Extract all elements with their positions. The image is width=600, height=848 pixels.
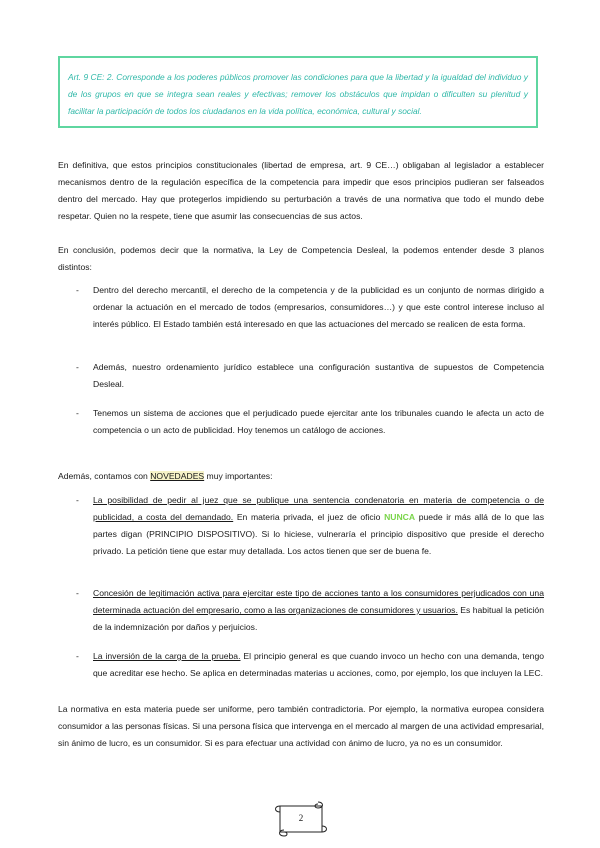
list-item: [77, 492, 544, 560]
novedad-3-rest: El principio general es que cuando invoco un hecho con una demanda, tengo que acreditar ese hecho. Se aplica en determinadas materias u acciones, como, por ejemplo, los que incluyen la LEC.: [93, 651, 544, 678]
nunca-highlight: NUNCA: [384, 512, 416, 522]
novedad-1: [93, 492, 544, 560]
dash-marker: -: [76, 408, 79, 418]
list-item: [77, 405, 544, 439]
novedad-2-rest: Es habitual la petición de la indemnización por daños y perjuicios.: [93, 605, 544, 632]
novedad-1-rest-b: puede ir más allá de lo que las partes digan (PRINCIPIO DISPOSITIVO). Si lo hiciese, vulneraría el principio dispositivo que preside el derecho privado. La petición tiene que estar muy detallada. Los actos tienen que ser de buena fe.: [93, 512, 544, 556]
dash-marker: -: [76, 588, 79, 598]
paragraph-conclusion: En conclusión, podemos decir que la normativa, la Ley de Competencia Desleal, la podemos entender desde 3 planos distintos:: [58, 245, 544, 272]
list-item: [77, 648, 544, 682]
page-number-scroll: [272, 800, 330, 840]
novedad-3: [93, 648, 544, 682]
plano-2: Además, nuestro ordenamiento jurídico establece una configuración sustantiva de supuestos de Competencia Desleal.: [93, 362, 544, 389]
list-item: [77, 585, 544, 636]
paragraph-definitiva: En definitiva, que estos principios constitucionales (libertad de empresa, art. 9 CE…) obligaban al legislador a establecer mecanismos dentro de la regulación específica de la competencia para impedir que esos principios pudieran ser falseados dentro del mercado. Hay que protegerlos impidiendo su perturbación a través de una normativa que todo el mundo debe respetar. Quien no la respete, tiene que asumir las consecuencias de sus actos.: [58, 160, 544, 221]
quote-text: Art. 9 CE: 2. Corresponde a los poderes públicos promover las condiciones para que la libertad y la igualdad del individuo y de los grupos en que se integra sean reales y efectivas; remover los obstáculos que impidan o dificulten su plenitud y facilitar la participación de todos los ciudadanos en la vida política, económica, cultural y social.: [68, 72, 528, 116]
novedad-2: [93, 585, 544, 636]
dash-marker: -: [76, 651, 79, 661]
novedad-2-underlined: Concesión de legitimación activa para ejercitar este tipo de acciones tanto a los consumidores perjudicados con una determinada actuación del empresario, como a las organizaciones de consumidores y usuarios.: [93, 588, 544, 615]
list-item: [77, 282, 544, 333]
novedad-1-underlined: La posibilidad de pedir al juez que se publique una sentencia condenatoria en materia de competencia o de publicidad, a costa del demandado.: [93, 495, 544, 522]
plano-1: Dentro del derecho mercantil, el derecho de la competencia y de la publicidad es un conjunto de normas dirigido a ordenar la actuación en el mercado de todos (empresarios, consumidores…) y que este control interese incluso al interés público. El Estado también está interesado en que las actuaciones del mercado se realicen de esta forma.: [93, 285, 544, 329]
novedad-1-rest-a: En materia privada, el juez de oficio: [233, 512, 385, 522]
paragraph-final: La normativa en esta materia puede ser uniforme, pero también contradictoria. Por ejemplo, la normativa europea considera consumidor a las personas físicas. Si una persona física que intervenga en el mercado al margen de una actividad empresarial, sin ánimo de lucro, es un consumidor. Si es para efectuar una actividad con ánimo de lucro, ya no es un consumidor.: [58, 704, 544, 748]
quote-box: [58, 56, 538, 128]
dash-marker: -: [76, 495, 79, 505]
novedades-highlight: NOVEDADES: [150, 471, 205, 481]
dash-marker: -: [76, 285, 79, 295]
novedades-intro: [58, 468, 544, 485]
dash-marker: -: [76, 362, 79, 372]
novedad-3-underlined: La inversión de la carga de la prueba.: [93, 651, 241, 661]
page-number: 2: [298, 813, 304, 823]
plano-3: Tenemos un sistema de acciones que el perjudicado puede ejercitar ante los tribunales cuando le afecta un acto de competencia o un acto de publicidad. Hoy tenemos un catálogo de acciones.: [93, 408, 544, 435]
novedades-intro-before: Además, contamos con: [58, 471, 151, 481]
list-item: [77, 359, 544, 393]
novedades-intro-after: muy importantes:: [204, 471, 273, 481]
